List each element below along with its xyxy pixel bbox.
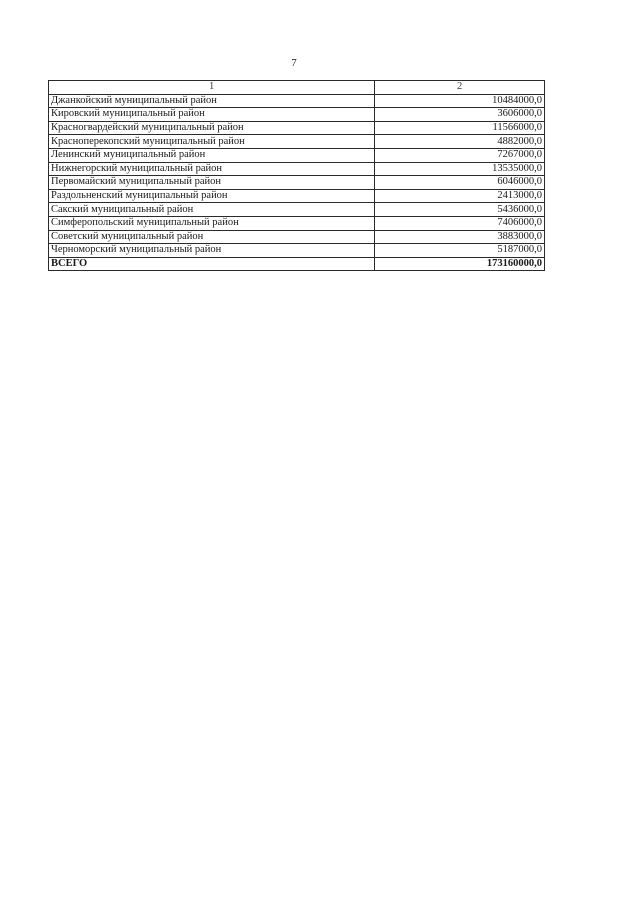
district-amount: 3606000,0 — [375, 108, 545, 122]
table-row — [49, 176, 545, 190]
column-header-1: 1 — [49, 81, 375, 95]
table-header-row — [49, 81, 545, 95]
district-name: Сакский муниципальный район — [49, 203, 375, 217]
district-amount: 7406000,0 — [375, 216, 545, 230]
total-row — [49, 257, 545, 271]
page-number: 7 — [291, 57, 297, 69]
district-name: Советский муниципальный район — [49, 230, 375, 244]
table-row — [49, 148, 545, 162]
district-amount: 13535000,0 — [375, 162, 545, 176]
district-amount: 11566000,0 — [375, 121, 545, 135]
district-amount: 3883000,0 — [375, 230, 545, 244]
district-name: Раздольненский муниципальный район — [49, 189, 375, 203]
district-name: Нижнегорский муниципальный район — [49, 162, 375, 176]
table-row — [49, 162, 545, 176]
table-row — [49, 135, 545, 149]
district-amount: 5436000,0 — [375, 203, 545, 217]
total-amount: 173160000,0 — [375, 257, 545, 271]
table-row — [49, 94, 545, 108]
table-row — [49, 230, 545, 244]
table-row — [49, 121, 545, 135]
district-amount: 7267000,0 — [375, 148, 545, 162]
district-name: Черноморский муниципальный район — [49, 244, 375, 258]
table-row — [49, 216, 545, 230]
district-name: Красноперекопский муниципальный район — [49, 135, 375, 149]
district-name: Красногвардейский муниципальный район — [49, 121, 375, 135]
district-name: Джанкойский муниципальный район — [49, 94, 375, 108]
district-amount: 4882000,0 — [375, 135, 545, 149]
district-name: Симферопольский муниципальный район — [49, 216, 375, 230]
district-amount: 10484000,0 — [375, 94, 545, 108]
table-row — [49, 108, 545, 122]
district-amount: 6046000,0 — [375, 176, 545, 190]
table-row — [49, 203, 545, 217]
table-row — [49, 244, 545, 258]
district-name: Ленинский муниципальный район — [49, 148, 375, 162]
column-header-2: 2 — [375, 81, 545, 95]
total-label: ВСЕГО — [49, 257, 375, 271]
table-row — [49, 189, 545, 203]
district-amount: 2413000,0 — [375, 189, 545, 203]
district-name: Кировский муниципальный район — [49, 108, 375, 122]
budget-table — [48, 80, 545, 271]
district-amount: 5187000,0 — [375, 244, 545, 258]
district-name: Первомайский муниципальный район — [49, 176, 375, 190]
